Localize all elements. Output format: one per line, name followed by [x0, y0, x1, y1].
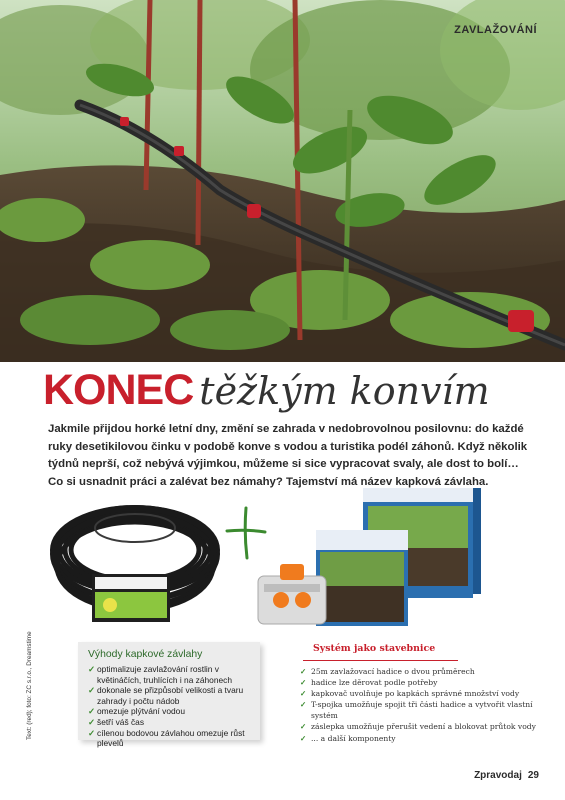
check-icon: ✓ [300, 722, 307, 732]
list-item [88, 706, 252, 717]
benefits-box [78, 642, 260, 749]
product-box-small-image [316, 530, 408, 626]
check-icon: ✓ [300, 689, 307, 699]
benefits-title: Výhody kapkové závlahy [88, 649, 203, 660]
benefit-text: šetří váš čas [97, 716, 145, 727]
system-title: Systém jako stavebnice [313, 643, 436, 654]
benefit-text: dokonale se přizpůsobí velikosti a tvaru zahrady i počtu nádob [97, 685, 244, 706]
check-icon: ✓ [300, 667, 307, 676]
check-icon: ✓ [88, 706, 96, 717]
check-icon: ✓ [88, 664, 96, 674]
system-text: 25m zavlažovací hadice o dvou průměrech [311, 667, 475, 676]
check-icon: ✓ [300, 733, 307, 743]
product-images [0, 488, 565, 648]
system-text: záslepka umožňuje přerušit vedení a blokovat průtok vody [311, 722, 536, 732]
hose-label-image [92, 574, 170, 622]
section-tag: ZAVLAŽOVÁNÍ [454, 24, 537, 36]
list-item [300, 733, 550, 744]
system-title-divider [303, 660, 458, 661]
magazine-name: Zpravodaj [474, 770, 522, 781]
system-text: T-spojka umožňuje spojit tři části hadice a vytvořit vlastní systém [311, 700, 533, 721]
headline-rest: těžkým konvím [199, 369, 490, 413]
photo-credit: Text: (red); foto: ZC s.r.o., Dreamstime [26, 631, 33, 740]
list-item [88, 717, 252, 728]
page-number: 29 [527, 770, 539, 781]
system-text: kapkovač uvolňuje po kapkách správné množství vody [311, 689, 520, 699]
check-icon: ✓ [88, 716, 96, 727]
list-item [300, 721, 550, 732]
headline-strong: KONEC [43, 366, 194, 414]
list-item [88, 685, 252, 706]
system-text: ... a další komponenty [311, 733, 396, 743]
benefit-text: optimalizuje zavlažování rostlin v květináčích, truhlících i na záhonech [97, 664, 233, 685]
check-icon: ✓ [88, 727, 96, 738]
water-timer-image [258, 564, 326, 624]
check-icon: ✓ [88, 685, 96, 696]
lead-paragraph: Jakmile přijdou horké letní dny, změní se zahrada v nedobrovolnou posilovnu: do každé ruky desetikilovou činku v podobě konve s vodou a turistika podél záhonů. Když několik týdnů neprší, což nebývá výjimkou, můžeme si sice vypracovat svaly, ale dost to bolí… Co si usnadnit práci a zalévat bez námahy? Tajemství má název kapková závlaha. [48, 423, 528, 488]
benefits-list [88, 664, 252, 749]
headline [43, 366, 490, 415]
list-item [300, 677, 550, 688]
list-item [300, 699, 550, 721]
system-list [300, 666, 550, 744]
page-footer [474, 770, 539, 781]
check-icon: ✓ [300, 700, 307, 710]
list-item [300, 688, 550, 699]
system-text: hadice lze děrovat podle potřeby [311, 678, 438, 688]
plus-icon [225, 505, 267, 561]
benefit-text: cílenou bodovou závlahou omezuje růst plevelů [97, 727, 245, 749]
list-item [300, 666, 550, 677]
check-icon: ✓ [300, 678, 307, 688]
list-item [88, 728, 252, 749]
hero-photo [0, 0, 565, 362]
list-item [88, 664, 252, 685]
benefit-text: omezuje plýtvání vodou [97, 706, 185, 717]
